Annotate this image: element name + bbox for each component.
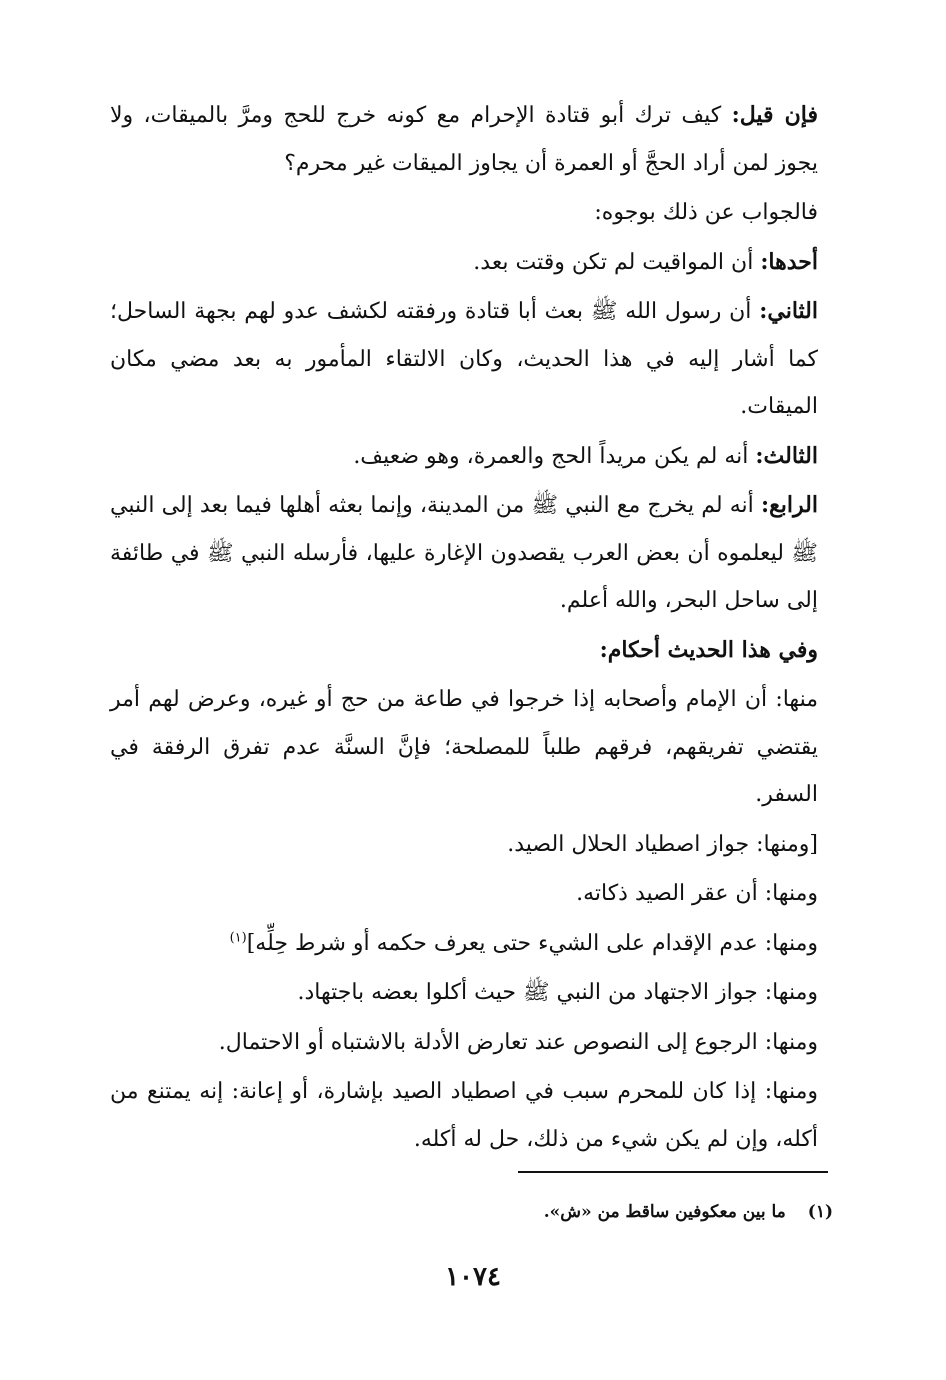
paragraph-ruling	[110, 821, 818, 869]
paragraph-lead: الثالث:	[755, 442, 818, 469]
paragraph-rulings-heading	[110, 627, 818, 675]
paragraph-ruling	[110, 920, 818, 968]
paragraph-ruling	[110, 870, 818, 918]
paragraph-ruling	[110, 1019, 818, 1067]
paragraph-third	[110, 433, 818, 481]
paragraph-second	[110, 288, 818, 431]
paragraph-text: فالجواب عن ذلك بوجوه:	[594, 200, 818, 225]
footnote	[233, 1197, 833, 1227]
paragraph-text: ومنها: عدم الإقدام على الشيء حتى يعرف حكمه أو شرط حِلِّه]	[246, 930, 818, 956]
footnote-marker[interactable]: (١)	[229, 930, 247, 946]
main-text	[110, 92, 818, 1165]
paragraph-first	[110, 239, 818, 287]
paragraph-ruling	[110, 676, 818, 819]
paragraph-question	[110, 92, 818, 187]
paragraph-ruling	[110, 969, 818, 1017]
paragraph-text: ومنها: إذا كان للمحرم سبب في اصطياد الصيد بإشارة، أو إعانة: إنه يمتنع من أكله، وإن لم يكن شيء من ذلك، حل له أكله.	[110, 1079, 818, 1152]
paragraph-text: ومنها: الرجوع إلى النصوص عند تعارض الأدلة بالاشتباه أو الاحتمال.	[218, 1029, 818, 1055]
paragraph-text: أنه لم يخرج مع النبي ﷺ من المدينة، وإنما بعثه أهلها فيما بعد إلى النبي ﷺ ليعلموه أن بعض العرب يقصدون الإغارة عليها، فأرسله النبي ﷺ في طائفة إلى ساحل البحر، والله أعلم.	[110, 493, 818, 613]
page-number: ١٠٧٤	[445, 1262, 501, 1292]
paragraph-text: أن المواقيت لم تكن وقتت بعد.	[473, 249, 761, 275]
paragraph-ruling	[110, 1068, 818, 1163]
footnote-number: (١)	[807, 1202, 833, 1222]
section-heading: وفي هذا الحديث أحكام:	[599, 636, 818, 663]
paragraph-text: كيف ترك أبو قتادة الإحرام مع كونه خرج للحج ومرَّ بالميقات، ولا يجوز لمن أراد الحجَّ أو العمرة أن يجاوز الميقات غير محرم؟	[110, 103, 818, 176]
paragraph-text: ومنها: جواز الاجتهاد من النبي ﷺ حيث أكلوا بعضه باجتهاد.	[297, 980, 818, 1005]
paragraph-text: منها: أن الإمام وأصحابه إذا خرجوا في طاعة من حج أو غيره، وعرض لهم أمر يقتضي تفريقهم، فرقهم طلباً للمصلحة؛ فإنَّ السنَّة عدم تفرق الرفقة في السفر.	[110, 687, 818, 807]
paragraph-fourth	[110, 482, 818, 625]
paragraph-text: [ومنها: جواز اصطياد الحلال الصيد.	[507, 831, 818, 857]
footnote-text: ما بين معكوفين ساقط من «ش».	[543, 1202, 786, 1222]
paragraph-lead: فإن قيل:	[731, 102, 818, 128]
paragraph-text: أن رسول الله ﷺ بعث أبا قتادة ورفقته لكشف عدو لهم بجهة الساحل؛ كما أشار إليه في هذا الحديث، وكان الالتقاء المأمور به بعد مضي مكان الميقات.	[110, 299, 818, 419]
footnote-divider	[518, 1171, 828, 1173]
paragraph-lead: أحدها:	[760, 248, 818, 275]
paragraph-text: ومنها: أن عقر الصيد ذكاته.	[576, 881, 818, 906]
paragraph-text: أنه لم يكن مريداً الحج والعمرة، وهو ضعيف.	[353, 443, 756, 469]
paragraph-lead: الثاني:	[759, 298, 818, 324]
paragraph-answer-intro	[110, 189, 818, 237]
paragraph-lead: الرابع:	[760, 492, 818, 518]
